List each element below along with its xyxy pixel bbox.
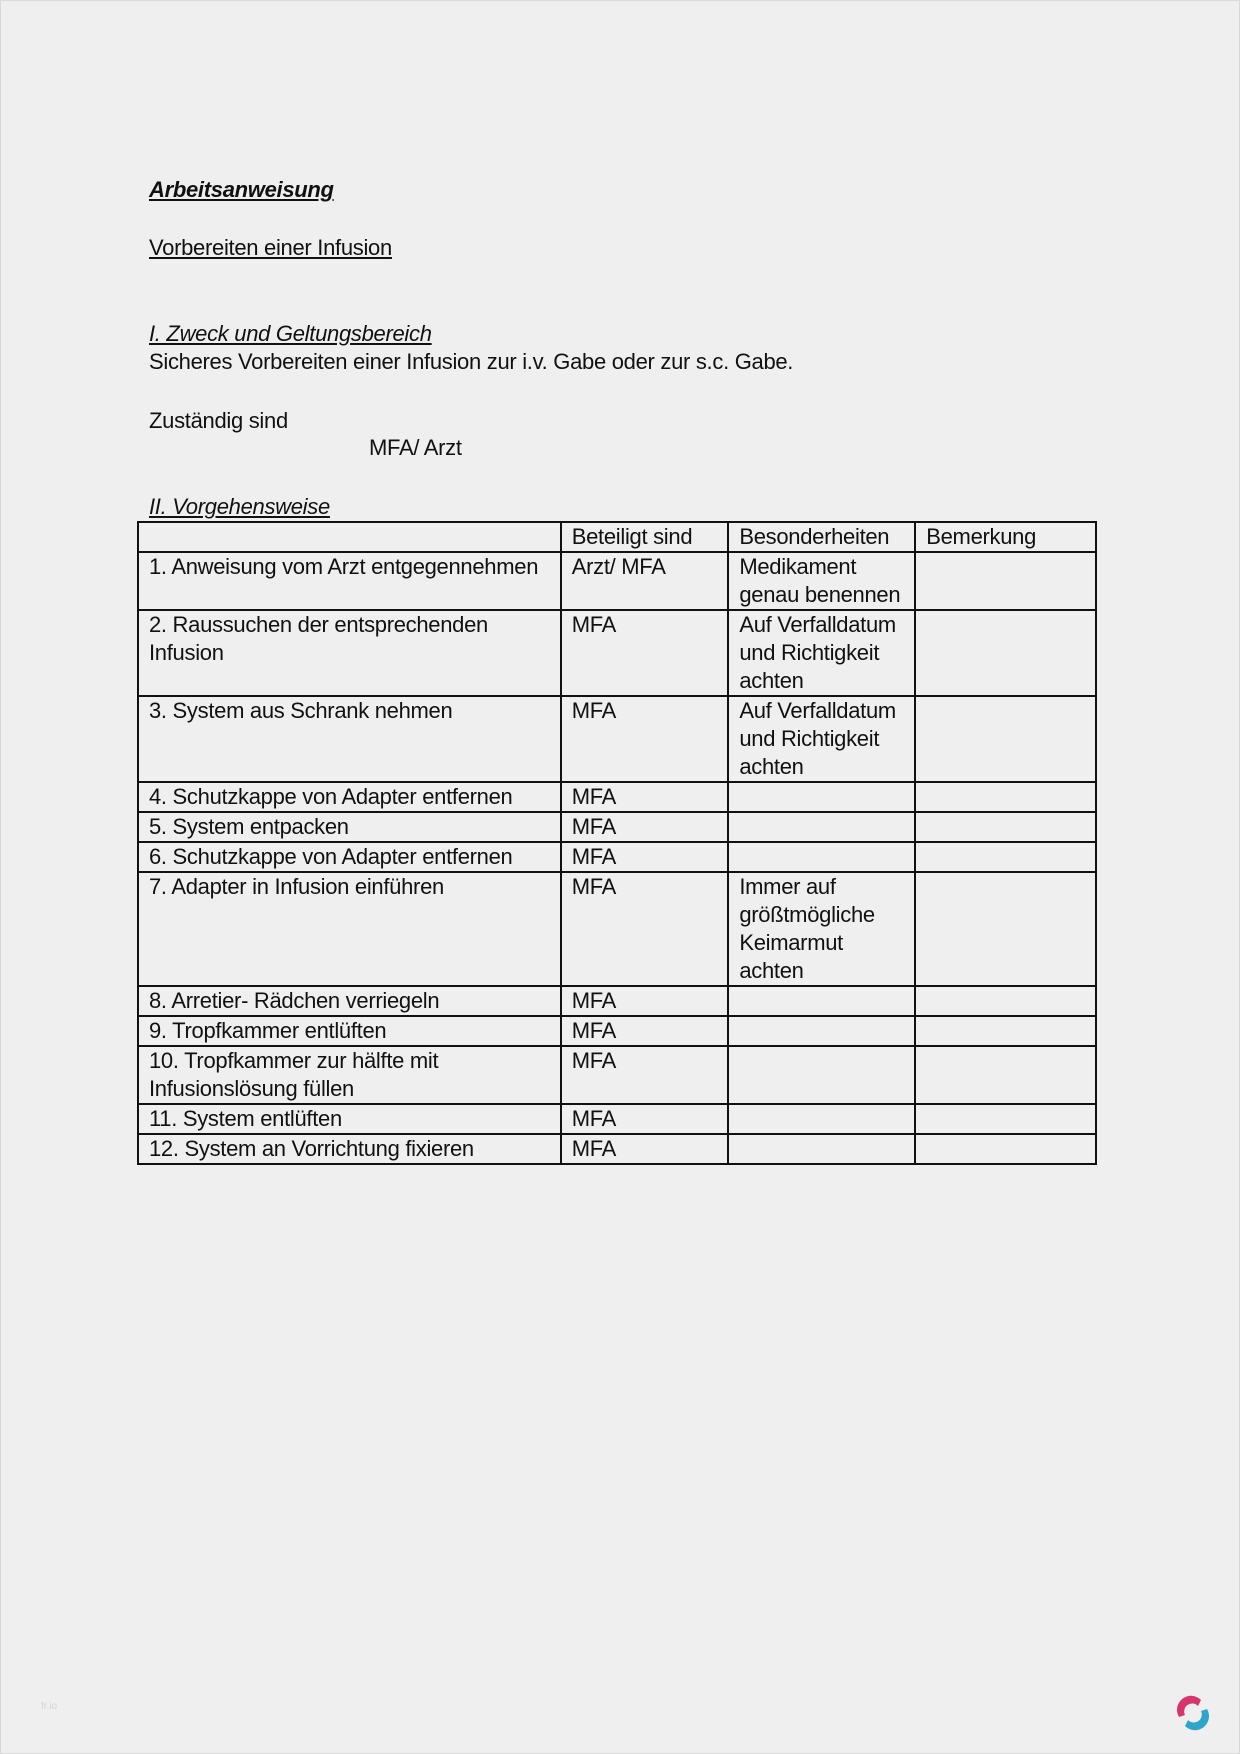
note-cell — [915, 872, 1096, 986]
procedure-table — [137, 521, 1097, 1165]
involved-cell: MFA — [561, 1104, 729, 1134]
note-cell — [915, 1104, 1096, 1134]
step-cell: 12. System an Vorrichtung fixieren — [138, 1134, 561, 1164]
header-step — [138, 522, 561, 552]
note-cell — [915, 986, 1096, 1016]
involved-cell: MFA — [561, 782, 729, 812]
involved-cell: MFA — [561, 1134, 729, 1164]
table-row — [138, 872, 1096, 986]
special-cell — [728, 1016, 915, 1046]
special-cell — [728, 1046, 915, 1104]
involved-cell: MFA — [561, 1016, 729, 1046]
step-cell: 6. Schutzkappe von Adapter entfernen — [138, 842, 561, 872]
document-title: Arbeitsanweisung — [149, 177, 334, 202]
note-cell — [915, 696, 1096, 782]
header-involved: Beteiligt sind — [561, 522, 729, 552]
involved-cell: MFA — [561, 842, 729, 872]
header-note: Bemerkung — [915, 522, 1096, 552]
special-cell — [728, 782, 915, 812]
involved-cell: MFA — [561, 610, 729, 696]
step-cell: 11. System entlüften — [138, 1104, 561, 1134]
step-cell: 8. Arretier- Rädchen verriegeln — [138, 986, 561, 1016]
step-cell: 4. Schutzkappe von Adapter entfernen — [138, 782, 561, 812]
note-cell — [915, 782, 1096, 812]
special-cell: Immer auf größtmögliche Keimarmut achten — [728, 872, 915, 986]
note-cell — [915, 610, 1096, 696]
special-cell — [728, 1134, 915, 1164]
involved-cell: MFA — [561, 812, 729, 842]
step-cell: 7. Adapter in Infusion einführen — [138, 872, 561, 986]
document-subtitle: Vorbereiten einer Infusion — [149, 235, 392, 260]
step-cell: 10. Tropfkammer zur hälfte mit Infusionslösung füllen — [138, 1046, 561, 1104]
table-row — [138, 1016, 1096, 1046]
step-cell: 9. Tropfkammer entlüften — [138, 1016, 561, 1046]
section-heading-purpose: I. Zweck und Geltungsbereich — [149, 321, 432, 346]
step-cell: 1. Anweisung vom Arzt entgegennehmen — [138, 552, 561, 610]
table-row — [138, 552, 1096, 610]
table-header-row — [138, 522, 1096, 552]
special-cell — [728, 1104, 915, 1134]
section-heading-procedure: II. Vorgehensweise — [149, 494, 330, 519]
involved-cell: MFA — [561, 696, 729, 782]
involved-cell: MFA — [561, 1046, 729, 1104]
table-row — [138, 696, 1096, 782]
table-row — [138, 1134, 1096, 1164]
special-cell: Auf Verfalldatum und Richtigkeit achten — [728, 696, 915, 782]
table-row — [138, 1046, 1096, 1104]
special-cell: Medikament genau benennen — [728, 552, 915, 610]
note-cell — [915, 842, 1096, 872]
note-cell — [915, 1016, 1096, 1046]
note-cell — [915, 812, 1096, 842]
table-row — [138, 986, 1096, 1016]
involved-cell: MFA — [561, 986, 729, 1016]
step-cell: 3. System aus Schrank nehmen — [138, 696, 561, 782]
note-cell — [915, 1134, 1096, 1164]
special-cell — [728, 842, 915, 872]
table-row — [138, 1104, 1096, 1134]
special-cell — [728, 986, 915, 1016]
note-cell — [915, 552, 1096, 610]
table-row — [138, 842, 1096, 872]
watermark: fr.io — [41, 1701, 58, 1712]
responsible-label: Zuständig sind — [149, 408, 288, 433]
special-cell: Auf Verfalldatum und Richtigkeit achten — [728, 610, 915, 696]
swirl-logo-icon — [1171, 1691, 1215, 1735]
table-row — [138, 610, 1096, 696]
header-special: Besonderheiten — [728, 522, 915, 552]
step-cell: 2. Raussuchen der entsprechenden Infusion — [138, 610, 561, 696]
responsible-value: MFA/ Arzt — [369, 435, 462, 460]
involved-cell: MFA — [561, 872, 729, 986]
step-cell: 5. System entpacken — [138, 812, 561, 842]
note-cell — [915, 1046, 1096, 1104]
special-cell — [728, 812, 915, 842]
involved-cell: Arzt/ MFA — [561, 552, 729, 610]
table-row — [138, 782, 1096, 812]
table-row — [138, 812, 1096, 842]
purpose-text: Sicheres Vorbereiten einer Infusion zur i.v. Gabe oder zur s.c. Gabe. — [149, 349, 794, 374]
table-body — [138, 552, 1096, 1164]
